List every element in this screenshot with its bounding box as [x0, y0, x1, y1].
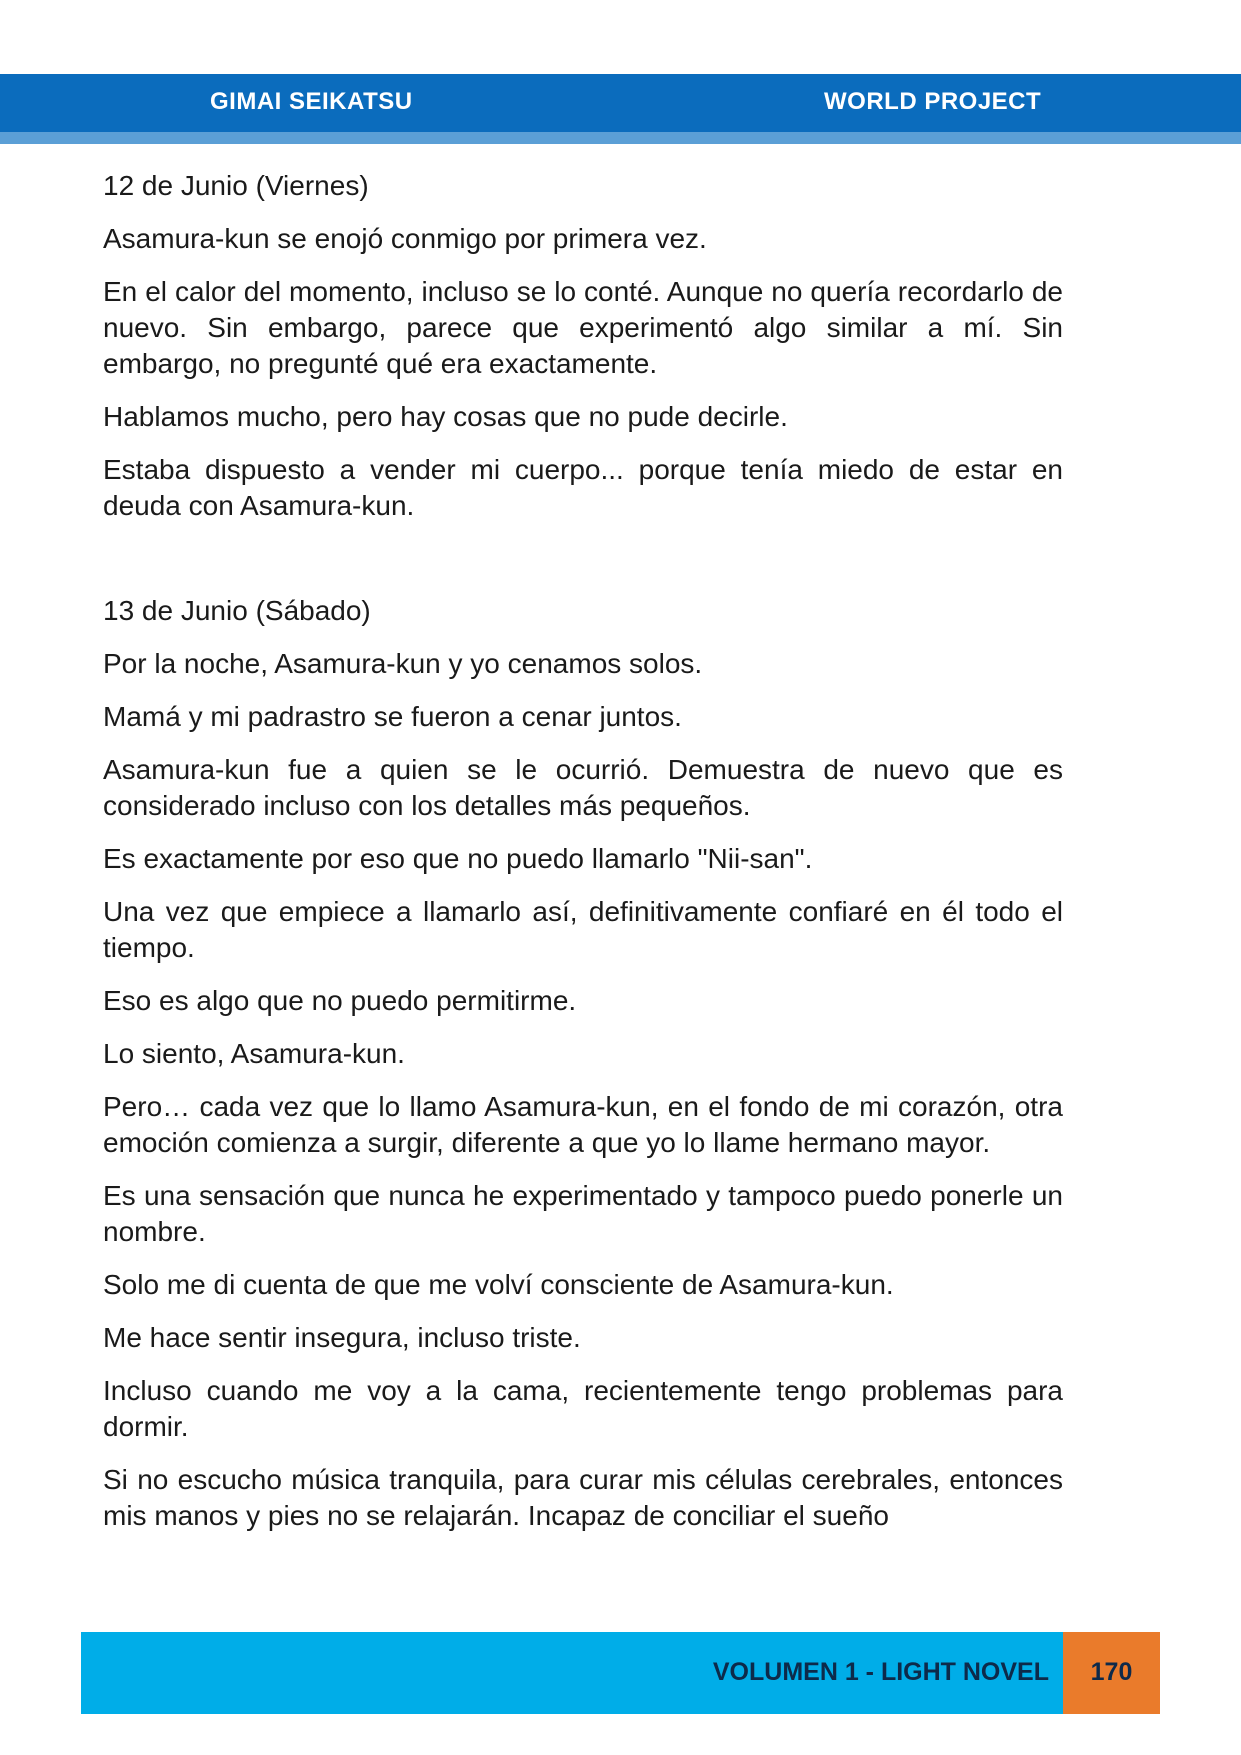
- paragraph: Una vez que empiece a llamarlo así, definitivamente confiaré en él todo el tiempo.: [103, 896, 1063, 963]
- paragraph: Me hace sentir insegura, incluso triste.: [103, 1322, 581, 1353]
- paragraph: Lo siento, Asamura-kun.: [103, 1038, 405, 1069]
- paragraph: Hablamos mucho, pero hay cosas que no pude decirle.: [103, 401, 788, 432]
- paragraph: Por la noche, Asamura-kun y yo cenamos solos.: [103, 648, 703, 679]
- entry-spacer: [103, 541, 1063, 593]
- header-bar: [0, 74, 1241, 132]
- paragraph: Eso es algo que no puedo permitirme.: [103, 985, 577, 1016]
- paragraph: Estaba dispuesto a vender mi cuerpo... porque tenía miedo de estar en deuda con Asamura-kun.: [103, 454, 1063, 521]
- header-series-title: GIMAI SEIKATSU: [210, 88, 413, 115]
- paragraph: Incluso cuando me voy a la cama, recientemente tengo problemas para dormir.: [103, 1375, 1063, 1442]
- paragraph: Asamura-kun se enojó conmigo por primera vez.: [103, 223, 707, 254]
- entry-date: 13 de Junio (Sábado): [103, 595, 371, 626]
- paragraph: Es una sensación que nunca he experimentado y tampoco puedo ponerle un nombre.: [103, 1180, 1063, 1247]
- header-stripe: [0, 132, 1241, 144]
- entry-date: 12 de Junio (Viernes): [103, 170, 369, 201]
- paragraph: Pero… cada vez que lo llamo Asamura-kun, en el fondo de mi corazón, otra emoción comienza a surgir, diferente a que yo lo llame hermano mayor.: [103, 1091, 1063, 1158]
- paragraph: En el calor del momento, incluso se lo conté. Aunque no quería recordarlo de nuevo. Sin embargo, parece que experimentó algo similar a mí. Sin embargo, no pregunté qué era exactamente.: [103, 276, 1063, 379]
- paragraph: Es exactamente por eso que no puedo llamarlo "Nii-san".: [103, 843, 813, 874]
- page-body: [103, 168, 1063, 1551]
- page-number: 170: [1090, 1658, 1133, 1686]
- paragraph: Si no escucho música tranquila, para curar mis células cerebrales, entonces mis manos y pies no se relajarán. Incapaz de conciliar el sueño: [103, 1464, 1063, 1531]
- footer-volume-title: VOLUMEN 1 - LIGHT NOVEL: [712, 1658, 1049, 1686]
- paragraph: Mamá y mi padrastro se fueron a cenar juntos.: [103, 701, 682, 732]
- header-group-name: WORLD PROJECT: [824, 88, 1042, 115]
- paragraph: Asamura-kun fue a quien se le ocurrió. Demuestra de nuevo que es considerado incluso con los detalles más pequeños.: [103, 754, 1063, 821]
- paragraph: Solo me di cuenta de que me volví consciente de Asamura-kun.: [103, 1269, 894, 1300]
